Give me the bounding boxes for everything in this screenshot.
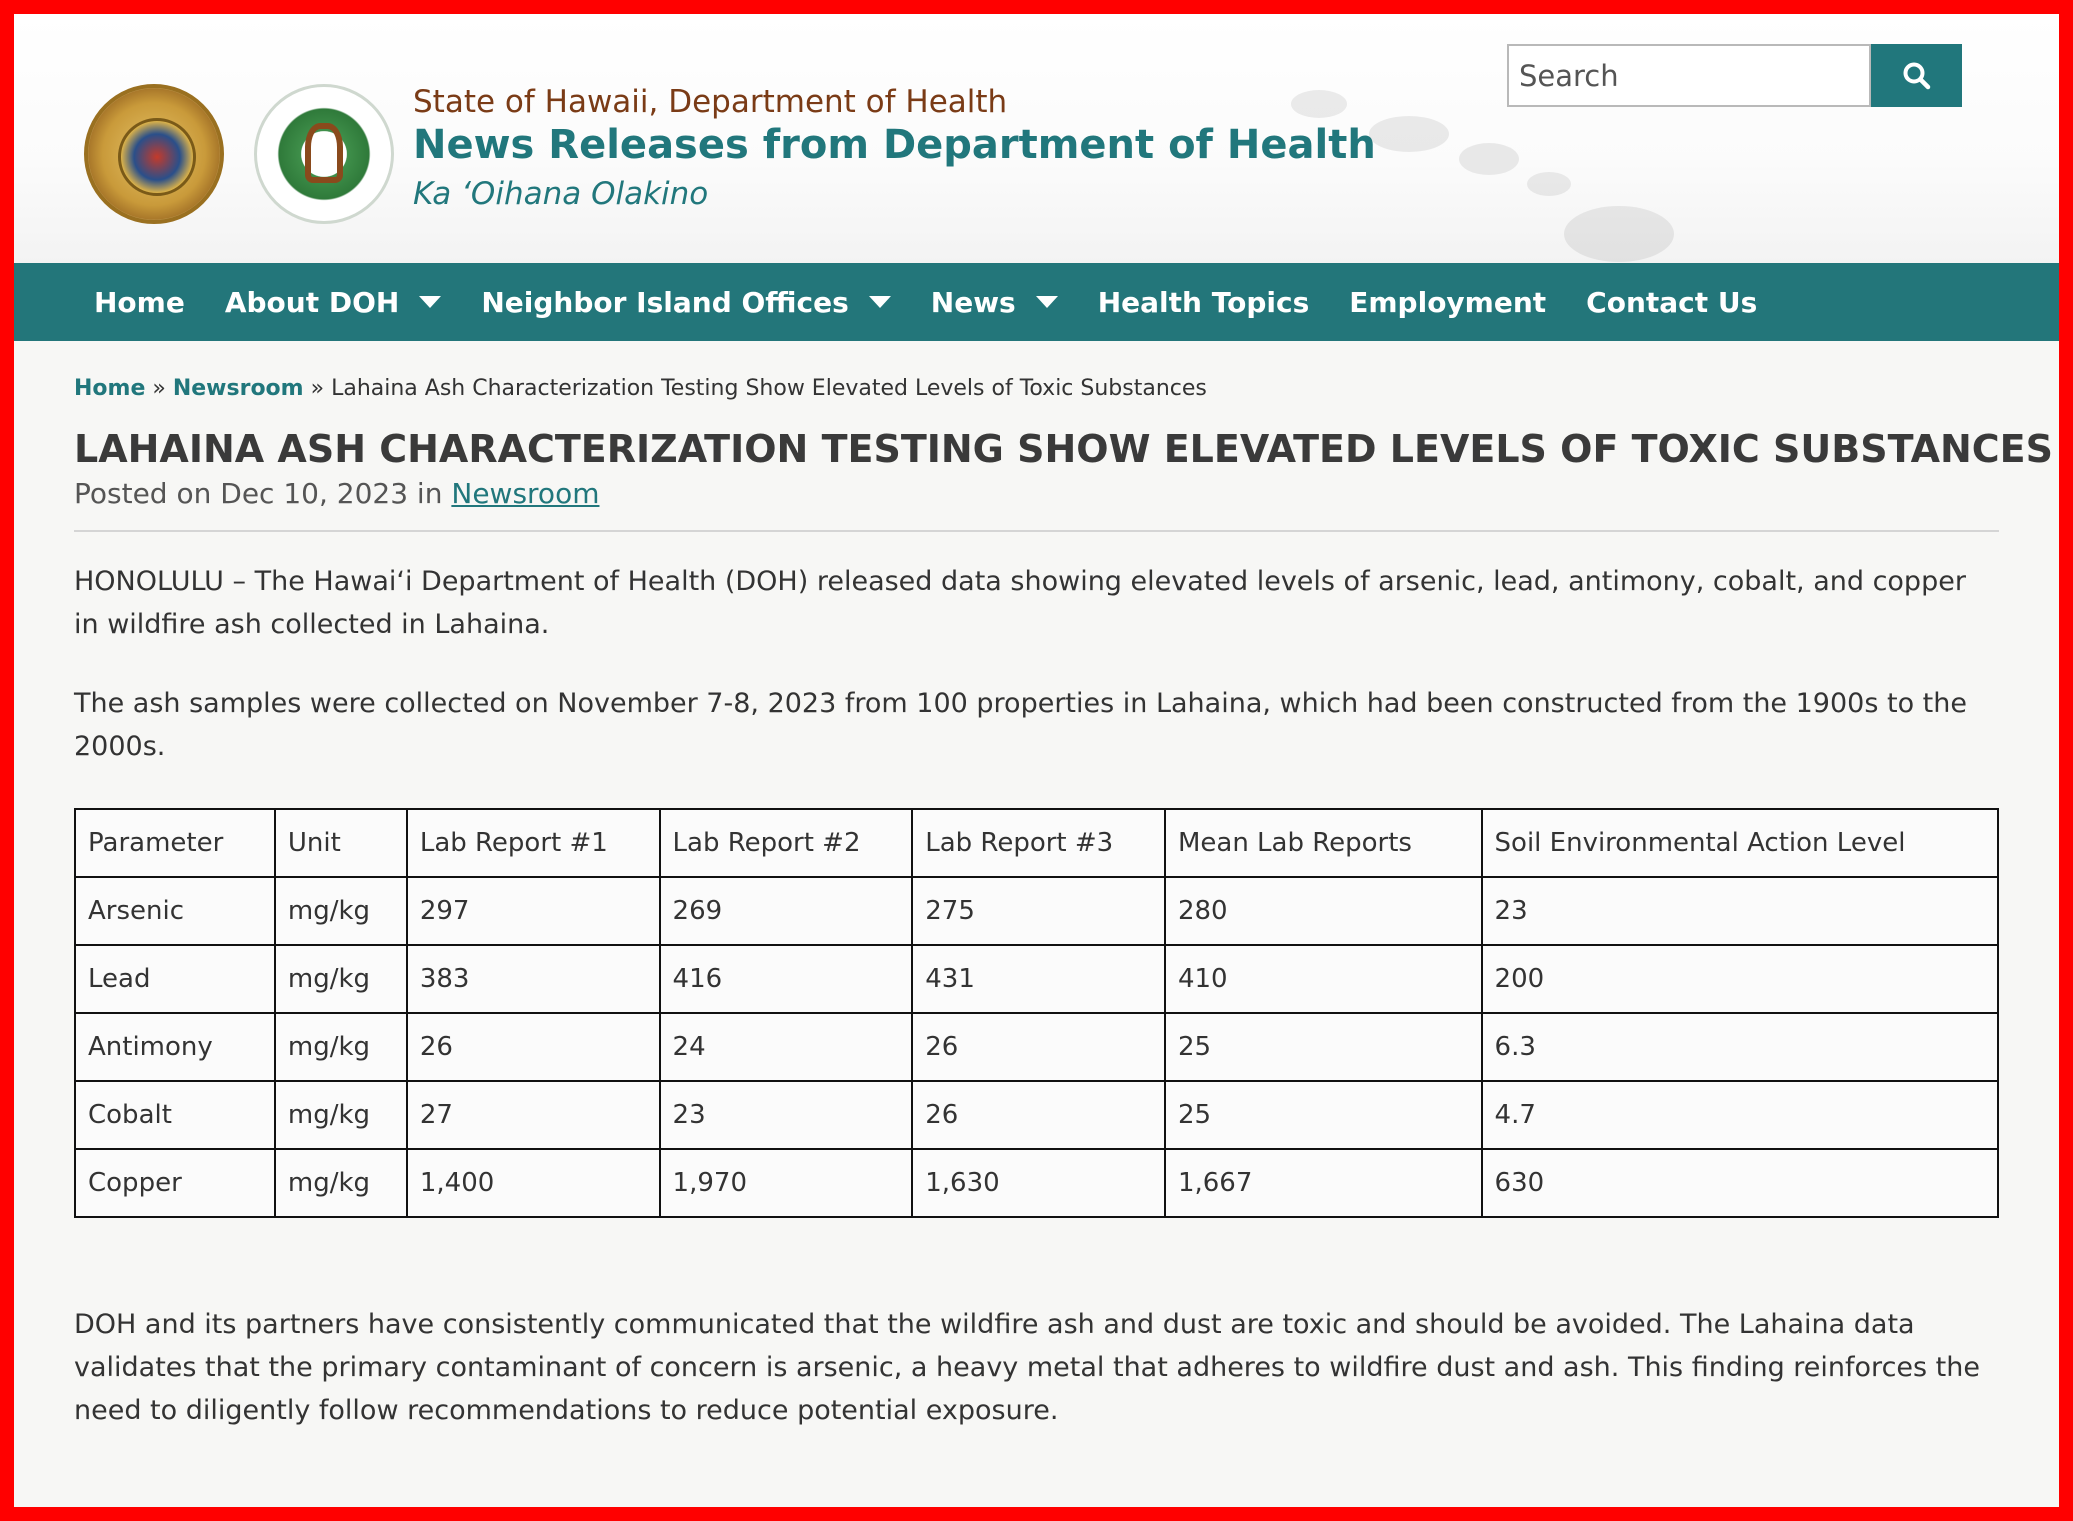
table-cell: Antimony	[75, 1013, 275, 1081]
breadcrumb-separator: »	[310, 376, 325, 401]
table-header-cell: Soil Environmental Action Level	[1482, 809, 1998, 877]
table-cell: 24	[660, 1013, 913, 1081]
site-tagline: Ka ʻOihana Olakino	[413, 176, 709, 212]
table-header-row	[75, 809, 1998, 877]
nav-item-home[interactable]	[94, 286, 185, 319]
page-title: LAHAINA ASH CHARACTERIZATION TESTING SHOW ELEVATED LEVELS OF TOXIC SUBSTANCES	[74, 427, 2054, 471]
table-cell: 297	[407, 877, 660, 945]
table-cell: 200	[1482, 945, 1998, 1013]
breadcrumb-home-link[interactable]: Home	[74, 376, 146, 401]
nav-item-label: About DOH	[224, 285, 400, 319]
table-cell: 269	[660, 877, 913, 945]
table-cell: 26	[407, 1013, 660, 1081]
table-cell: 275	[912, 877, 1165, 945]
table-cell: mg/kg	[275, 1013, 407, 1081]
table-header-cell: Unit	[275, 809, 407, 877]
posted-date: Posted on Dec 10, 2023 in	[74, 477, 443, 510]
breadcrumb	[74, 376, 1999, 401]
table-cell: Lead	[75, 945, 275, 1013]
chevron-down-icon[interactable]	[419, 296, 441, 308]
table-cell: 23	[660, 1081, 913, 1149]
table-row	[75, 1013, 1998, 1081]
table-header-cell: Parameter	[75, 809, 275, 877]
nav-item-label: Health Topics	[1097, 285, 1310, 319]
nav-item-health-topics[interactable]	[1098, 286, 1310, 319]
article-paragraph: HONOLULU – The Hawaiʻi Department of Health (DOH) released data showing elevated levels of arsenic, lead, antimony, cobalt, and copper in wildfire ash collected in Lahaina.	[74, 566, 1966, 640]
table-cell: 27	[407, 1081, 660, 1149]
nav-item-news[interactable]	[931, 286, 1058, 319]
site-title[interactable]: News Releases from Department of Health	[413, 122, 1376, 168]
table-cell: 410	[1165, 945, 1482, 1013]
table-cell: 25	[1165, 1013, 1482, 1081]
search-form	[1507, 44, 1962, 107]
table-cell: 1,630	[912, 1149, 1165, 1217]
site-header	[14, 14, 2059, 263]
nav-item-contact-us[interactable]	[1586, 286, 1757, 319]
table-cell: 26	[912, 1081, 1165, 1149]
table-cell: 1,667	[1165, 1149, 1482, 1217]
table-header-cell: Lab Report #2	[660, 809, 913, 877]
table-row	[75, 1081, 1998, 1149]
table-cell: 6.3	[1482, 1013, 1998, 1081]
breadcrumb-separator: »	[152, 376, 166, 401]
page	[14, 14, 2059, 1507]
department-of-health-seal-icon[interactable]	[254, 84, 394, 224]
table-cell: 25	[1165, 1081, 1482, 1149]
table-cell: 630	[1482, 1149, 1998, 1217]
category-link[interactable]: Newsroom	[451, 477, 600, 510]
table-cell: 416	[660, 945, 913, 1013]
main-content	[74, 341, 2054, 1459]
table-cell: 280	[1165, 877, 1482, 945]
table-cell: 23	[1482, 877, 1998, 945]
table-cell: 431	[912, 945, 1165, 1013]
table-cell: mg/kg	[275, 877, 407, 945]
table-header-cell: Lab Report #1	[407, 809, 660, 877]
lab-results-table	[74, 808, 1999, 1218]
article-paragraph: The ash samples were collected on November 7-8, 2023 from 100 properties in Lahaina, which had been constructed from the 1900s to the 2000s.	[74, 688, 1967, 762]
table-row	[75, 945, 1998, 1013]
main-nav	[14, 263, 2059, 341]
table-cell: Copper	[75, 1149, 275, 1217]
table-row	[75, 1149, 1998, 1217]
search-icon	[1902, 61, 1932, 91]
nav-item-label: Neighbor Island Offices	[481, 285, 849, 319]
state-of-hawaii-seal-icon[interactable]	[84, 84, 224, 224]
nav-item-employment[interactable]	[1349, 286, 1546, 319]
search-button[interactable]	[1871, 44, 1962, 107]
table-cell: 4.7	[1482, 1081, 1998, 1149]
post-meta	[74, 477, 1999, 510]
nav-item-label: News	[930, 285, 1016, 319]
agency-name[interactable]: State of Hawaii, Department of Health	[413, 84, 1008, 120]
article-paragraph: DOH and its partners have consistently communicated that the wildfire ash and dust are toxic and should be avoided. The Lahaina data validates that the primary contaminant of concern is arsenic, a heavy metal that adheres to wildfire dust and ash. This finding reinforces the need to diligently follow recommendations to reduce potential exposure.	[74, 1309, 1980, 1426]
table-cell: mg/kg	[275, 945, 407, 1013]
table-header-cell: Lab Report #3	[912, 809, 1165, 877]
breadcrumb-current: Lahaina Ash Characterization Testing Show Elevated Levels of Toxic Substances	[331, 376, 1207, 401]
brand-block	[413, 84, 1376, 214]
table-header-cell: Mean Lab Reports	[1165, 809, 1482, 877]
table-row	[75, 877, 1998, 945]
table-cell: mg/kg	[275, 1081, 407, 1149]
table-cell: 26	[912, 1013, 1165, 1081]
nav-item-label: Home	[94, 285, 185, 319]
divider	[74, 530, 1999, 532]
table-cell: 1,400	[407, 1149, 660, 1217]
table-cell: 383	[407, 945, 660, 1013]
nav-item-label: Employment	[1349, 285, 1547, 319]
table-cell: 1,970	[660, 1149, 913, 1217]
nav-item-neighbor-island-offices[interactable]	[481, 286, 890, 319]
nav-item-about-doh[interactable]	[225, 286, 442, 319]
table-cell: mg/kg	[275, 1149, 407, 1217]
breadcrumb-newsroom-link[interactable]: Newsroom	[172, 376, 304, 401]
table-cell: Cobalt	[75, 1081, 275, 1149]
chevron-down-icon[interactable]	[869, 296, 891, 308]
table-cell: Arsenic	[75, 877, 275, 945]
search-input[interactable]	[1507, 44, 1871, 107]
nav-item-label: Contact Us	[1586, 285, 1758, 319]
chevron-down-icon[interactable]	[1036, 296, 1058, 308]
